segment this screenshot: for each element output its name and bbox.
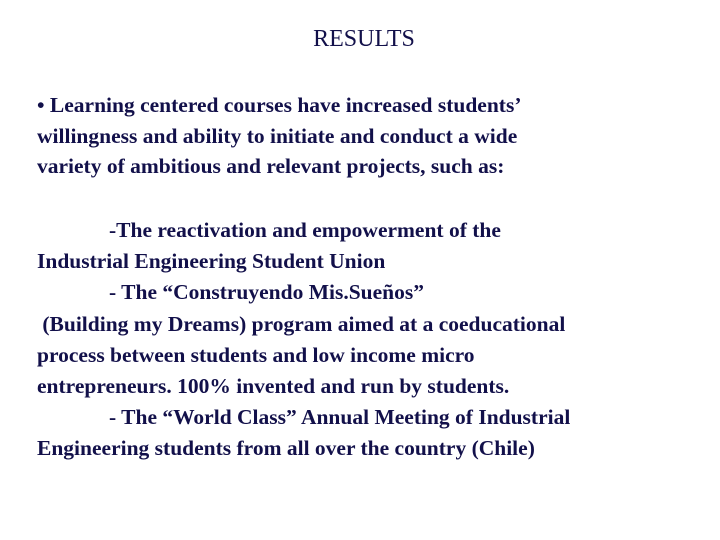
bullet-line-2: willingness and ability to initiate and conduct a wide <box>37 123 518 148</box>
project-dreams-line-1: - The “Construyendo Mis.Sueños” <box>109 280 424 305</box>
project-dreams-line-2: (Building my Dreams) program aimed at a coeducational <box>37 311 566 336</box>
project-union-line-2: Industrial Engineering Student Union <box>37 249 386 274</box>
projects-list <box>37 215 707 465</box>
project-dreams-line-3: process between students and low income micro <box>37 342 475 367</box>
bullet-line-3: variety of ambitious and relevant projects, such as: <box>37 154 505 178</box>
project-union-line-1: -The reactivation and empowerment of the <box>109 218 501 242</box>
bullet-line-1 <box>37 90 697 121</box>
slide-title: RESULTS <box>313 26 415 52</box>
bullet-marker: • <box>37 93 45 117</box>
project-dreams-line-4: entrepreneurs. 100% invented and run by students. <box>37 374 510 399</box>
results-bullet <box>37 90 697 182</box>
project-worldclass-line-1: - The “World Class” Annual Meeting of Industrial <box>109 405 571 430</box>
project-worldclass-line-2: Engineering students from all over the country (Chile) <box>37 436 535 461</box>
bullet-text-1: Learning centered courses have increased students’ <box>44 93 522 117</box>
